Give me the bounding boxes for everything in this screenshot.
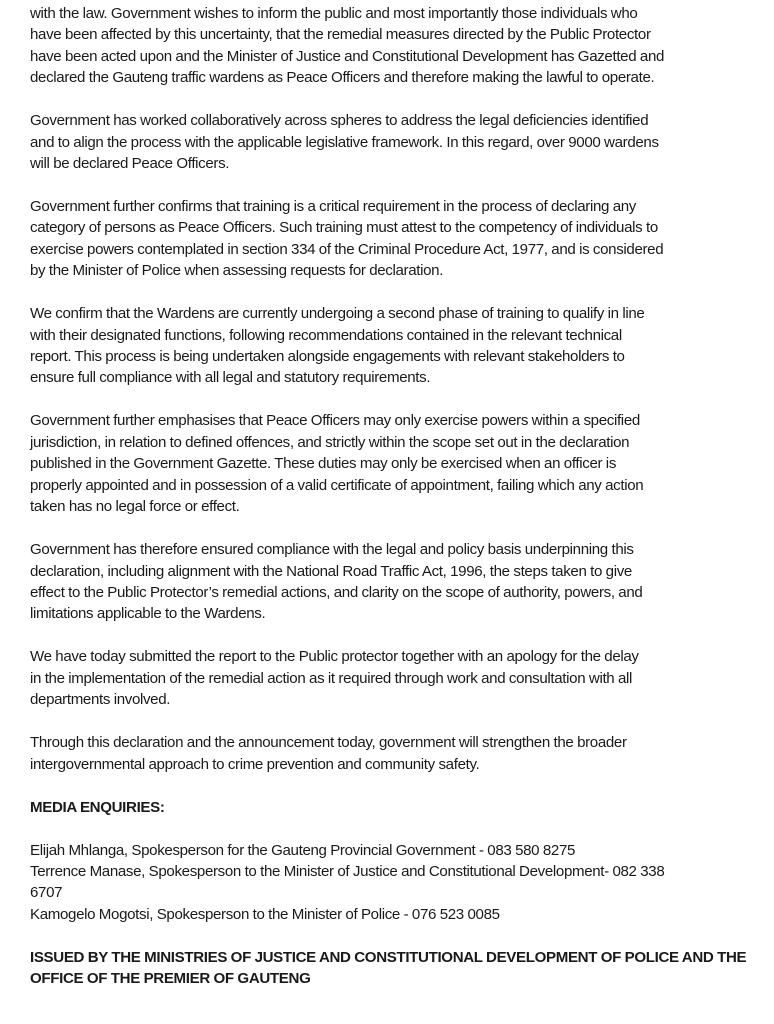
text-line: properly appointed and in possession of a valid certificate of appointment, failing which any action	[30, 476, 644, 494]
paragraph-compliance	[30, 539, 760, 625]
media-enquiries-heading: MEDIA ENQUIRIES:	[30, 798, 165, 816]
paragraph-training-requirement	[30, 196, 760, 282]
text-line: Government has therefore ensured compliance with the legal and policy basis underpinning this	[30, 541, 634, 559]
paragraph-lawful-operation	[30, 3, 760, 89]
paragraph-strengthen-approach	[30, 732, 760, 775]
press-release-page	[30, 3, 760, 990]
text-line: We have today submitted the report to the Public protector together with an apology for the delay	[30, 648, 639, 666]
text-line: with the law. Government wishes to inform the public and most importantly those individuals who	[30, 5, 638, 22]
text-line: effect to the Public Protector’s remedial actions, and clarity on the scope of authority, powers, and	[30, 583, 643, 601]
text-line: declared the Gauteng traffic wardens as Peace Officers and therefore making the lawful to operate.	[30, 69, 655, 87]
text-line: Government has worked collaboratively across spheres to address the legal deficiencies identified	[30, 112, 649, 130]
text-line: in the implementation of the remedial action as it required through work and consultation with all	[30, 669, 633, 687]
paragraph-jurisdiction	[30, 410, 760, 517]
paragraph-collaboration	[30, 110, 760, 174]
contact-elijah-mhlanga: Elijah Mhlanga, Spokesperson for the Gauteng Provincial Government - 083 580 8275	[30, 841, 576, 859]
text-line: have been acted upon and the Minister of Justice and Constitutional Development has Gazetted and	[30, 47, 665, 65]
text-line: ensure full compliance with all legal and statutory requirements.	[30, 369, 431, 387]
text-line: jurisdiction, in relation to defined offences, and strictly within the scope set out in the declaration	[30, 433, 630, 451]
text-line: declaration, including alignment with the National Road Traffic Act, 1996, the steps taken to give	[30, 562, 632, 580]
contact-terrence-manase: Terrence Manase, Spokesperson to the Minister of Justice and Constitutional Development- 082 338	[30, 862, 665, 880]
text-line: limitations applicable to the Wardens.	[30, 605, 266, 623]
issued-by-statement	[30, 947, 760, 990]
text-line: report. This process is being undertaken alongside engagements with relevant stakeholders to	[30, 348, 625, 366]
text-line: will be declared Peace Officers.	[30, 155, 230, 173]
contact-terrence-manase-continued: 6707	[30, 884, 63, 902]
text-line: We confirm that the Wardens are currently undergoing a second phase of training to qualify in line	[30, 305, 645, 323]
text-line: have been affected by this uncertainty, that the remedial measures directed by the Public Protector	[30, 26, 651, 44]
text-line: OFFICE OF THE PREMIER OF GAUTENG	[30, 970, 311, 988]
text-line: intergovernmental approach to crime prevention and community safety.	[30, 755, 480, 773]
text-line: Through this declaration and the announcement today, government will strengthen the broader	[30, 734, 627, 752]
paragraph-second-phase-training	[30, 303, 760, 389]
text-line: departments involved.	[30, 691, 171, 709]
text-line: published in the Government Gazette. These duties may only be exercised when an officer is	[30, 455, 617, 473]
text-line: category of persons as Peace Officers. Such training must attest to the competency of individuals to	[30, 219, 658, 237]
media-contacts-list	[30, 840, 760, 926]
text-line: taken has no legal force or effect.	[30, 498, 240, 516]
text-line: Government further confirms that training is a critical requirement in the process of declaring any	[30, 198, 637, 216]
text-line: ISSUED BY THE MINISTRIES OF JUSTICE AND CONSTITUTIONAL DEVELOPMENT OF POLICE AND THE	[30, 948, 747, 966]
text-line: with their designated functions, following recommendations contained in the relevant technical	[30, 326, 622, 344]
text-line: and to align the process with the applicable legislative framework. In this regard, over 9000 wardens	[30, 133, 659, 151]
text-line: exercise powers contemplated in section 334 of the Criminal Procedure Act, 1977, and is considered	[30, 240, 664, 258]
paragraph-report-submitted	[30, 646, 760, 710]
contact-kamogelo-mogotsi: Kamogelo Mogotsi, Spokesperson to the Minister of Police - 076 523 0085	[30, 905, 500, 923]
text-line: by the Minister of Police when assessing requests for declaration.	[30, 262, 444, 280]
text-line: Government further emphasises that Peace Officers may only exercise powers within a specified	[30, 412, 640, 430]
